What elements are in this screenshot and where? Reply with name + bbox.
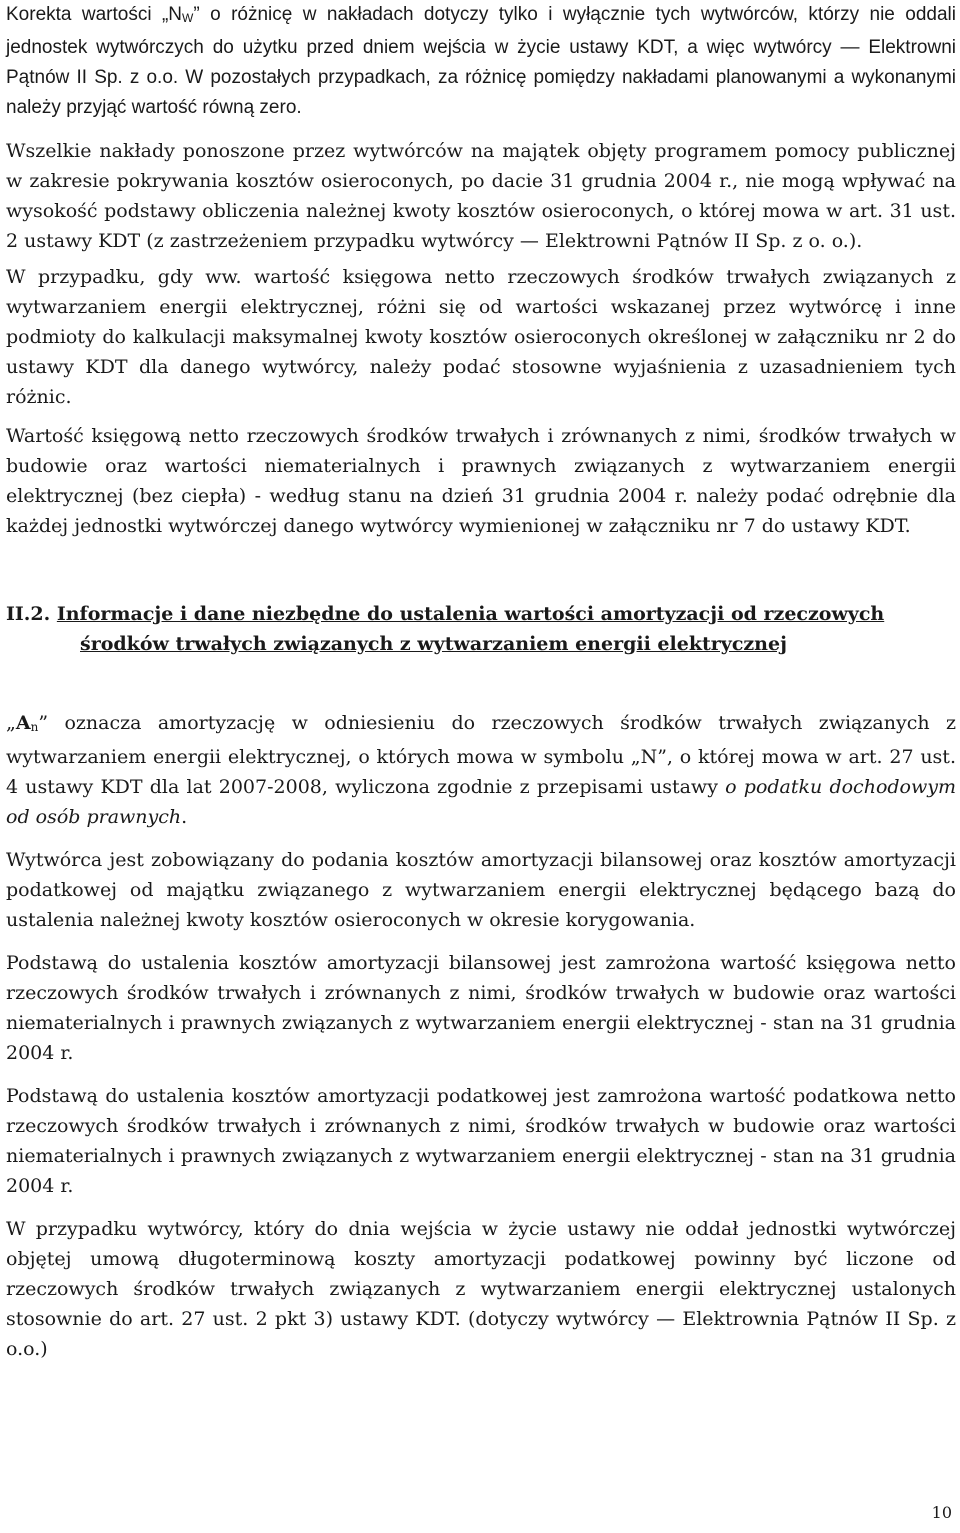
section-number: II.2. <box>6 603 51 625</box>
quote-open: „ <box>6 712 16 734</box>
paragraph-text: ” o różnicę w nakładach dotyczy tylko i wyłącznie tych wytwórców, którzy nie oddali jednostek wytwórczych do użytku przed dniem wejścia w życie ustawy KDT, a więc wytwórcy — Elektrowni Pątnów II Sp. z o.o. W pozostałych przypadkach, za różnicę pomiędzy nakładami planowanymi a wykonanymi należy przyjąć wartość równą zero. <box>6 4 956 118</box>
paragraph-text: Korekta wartości „N <box>6 4 183 25</box>
section-heading <box>6 599 956 659</box>
paragraph-amortyzacja-bilansowa: Podstawą do ustalenia kosztów amortyzacji bilansowej jest zamrożona wartość księgowa netto rzeczowych środków trwałych i zrównanych z nimi, środków trwałych w budowie oraz wartości niematerialnych i prawnych związanych z wytwarzaniem energii elektrycznej - stan na 31 grudnia 2004 r. <box>6 952 956 1064</box>
symbol-a: A <box>15 712 31 734</box>
paragraph-amortyzacja-podatkowa: Podstawą do ustalenia kosztów amortyzacji podatkowej jest zamrożona wartość podatkowa netto rzeczowych środków trwałych i zrównanych z nimi, środków trwałych w budowie oraz wartości niematerialnych i prawnych związanych z wytwarzaniem energii elektrycznej - stan na 31 grudnia 2004 r. <box>6 1085 956 1197</box>
paragraph-amortyzacja-definition <box>6 708 956 832</box>
paragraph-korekta <box>6 0 956 123</box>
paragraph-wartość-księgowa: W przypadku, gdy ww. wartość księgowa netto rzeczowych środków trwałych związanych z wytwarzaniem energii elektrycznej, różni się od wartości wskazanej przez wytwórcę i inne podmioty do kalkulacji maksymalnej kwoty kosztów osieroconych określonej w załączniku nr 2 do ustawy KDT dla danego wytwórcy, należy podać stosowne wyjaśnienia z uzasadnieniem tych różnic. <box>6 266 956 408</box>
section-title-line1: Informacje i dane niezbędne do ustalenia wartości amortyzacji od rzeczowych <box>56 603 885 625</box>
italic-act-title: o podatku dochodowym od osób prawnych <box>6 776 956 828</box>
document-page <box>6 0 956 1364</box>
paragraph-przypadek-wytwórcy: W przypadku wytwórcy, który do dnia wejścia w życie ustawy nie oddał jednostki wytwórczej objętej umową długoterminową koszty amortyzacji podatkowej powinny być liczone od rzeczowych środków trwałych związanych z wytwarzaniem energii elektrycznej ustalonych stosownie do art. 27 ust. 2 pkt 3) ustawy KDT. (dotyczy wytwórcy — Elektrownia Pątnów II Sp. z o.o.) <box>6 1218 956 1360</box>
paragraph-wartość-netto: Wartość księgową netto rzeczowych środków trwałych i zrównanych z nimi, środków trwałych w budowie oraz wartości niematerialnych i prawnych związanych z wytwarzaniem energii elektrycznej (bez ciepła) - według stanu na dzień 31 grudnia 2004 r. należy podać odrębnie dla każdej jednostki wytwórczej danego wytwórcy wymienionej w załączniku nr 7 do ustawy KDT. <box>6 425 956 537</box>
subscript: n <box>30 720 39 734</box>
paragraph-nakłady: Wszelkie nakłady ponoszone przez wytwórców na majątek objęty programem pomocy publicznej w zakresie pokrywania kosztów osieroconych, po dacie 31 grudnia 2004 r., nie mogą wpływać na wysokość podstawy obliczenia należnej kwoty kosztów osieroconych, o której mowa w art. 31 ust. 2 ustawy KDT (z zastrzeżeniem przypadku wytwórcy — Elektrowni Pątnów II Sp. z o. o.). <box>6 140 956 252</box>
paragraph-text: . <box>181 806 188 828</box>
paragraph-wytwórca-zobowiązany: Wytwórca jest zobowiązany do podania kosztów amortyzacji bilansowej oraz kosztów amortyzacji podatkowej od majątku związanego z wytwarzaniem energii elektrycznej będącego bazą do ustalenia należnej kwoty kosztów osieroconych w okresie korygowania. <box>6 849 956 931</box>
section-title-line2: środków trwałych związanych z wytwarzaniem energii elektrycznej <box>80 633 787 655</box>
page-number: 10 <box>931 1503 952 1522</box>
subscript: W <box>182 11 194 25</box>
paragraph-text: ” oznacza amortyzację w odniesieniu do rzeczowych środków trwałych związanych z wytwarzaniem energii elektrycznej, o których mowa w symbolu „N”, o której mowa w art. 27 ust. 4 ustawy KDT dla lat 2007-2008, wyliczona zgodnie z przepisami ustawy <box>6 712 956 798</box>
